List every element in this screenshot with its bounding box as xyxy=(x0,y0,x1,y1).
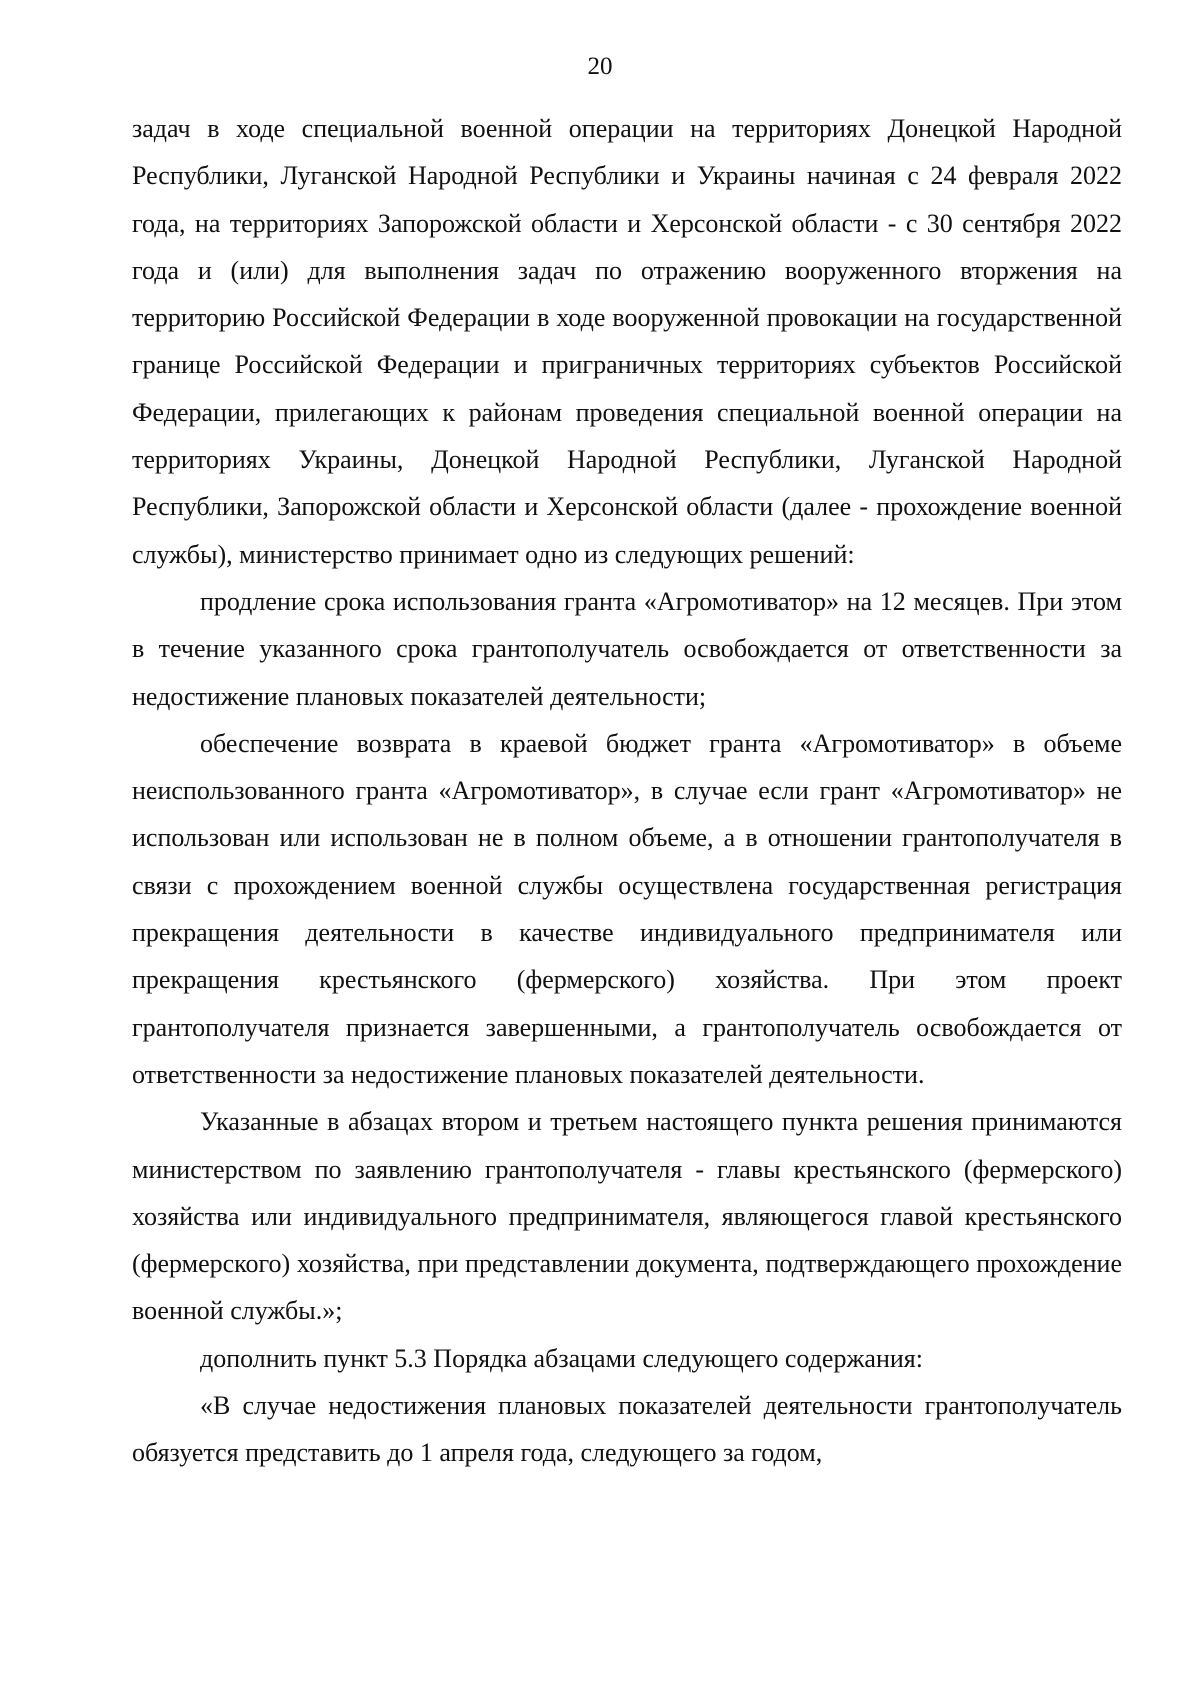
paragraph-continuation: задач в ходе специальной военной операции на территориях Донецкой Народной Республики, Луганской Народной Республики и Украины начиная с 24 февраля 2022 года, на территориях Запорожской области и Херсонской области - с 30 сентября 2022 года и (или) для выполнения задач по отражению вооруженного вторжения на территорию Российской Федерации в ходе вооруженной провокации на государственной границе Российской Федерации и приграничных территориях субъектов Российской Федерации, прилегающих к районам проведения специальной военной операции на территориях Украины, Донецкой Народной Республики, Луганской Народной Республики, Запорожской области и Херсонской области (далее - прохождение военной службы), министерство принимает одно из следующих решений: xyxy=(132,114,1122,569)
page-number: 20 xyxy=(587,53,613,80)
paragraph-option-extension: продление срока использования гранта «Агромотиватор» на 12 месяцев. При этом в течение указанного срока грантополучатель освобождается от ответственности за недостижение плановых показателей деятельности; xyxy=(132,586,1122,711)
paragraph-amendment-intro: дополнить пункт 5.3 Порядка абзацами следующего содержания: xyxy=(200,1343,923,1373)
document-body xyxy=(132,105,1122,1477)
paragraph-amendment-text: «В случае недостижения плановых показателей деятельности грантополучатель обязуется представить до 1 апреля года, следующего за годом, xyxy=(132,1391,1122,1468)
paragraph-decision-basis: Указанные в абзацах втором и третьем настоящего пункта решения принимаются министерством по заявлению грантополучателя - главы крестьянского (фермерского) хозяйства или индивидуального предпринимателя, являющегося главой крестьянского (фермерского) хозяйства, при представлении документа, подтверждающего прохождение военной службы.»; xyxy=(132,1107,1122,1326)
paragraph-option-return: обеспечение возврата в краевой бюджет гранта «Агромотиватор» в объеме неиспользованного гранта «Агромотиватор», в случае если грант «Агромотиватор» не использован или использован не в полном объеме, а в отношении грантополучателя в связи с прохождением военной службы осуществлена государственная регистрация прекращения деятельности в качестве индивидуального предпринимателя или прекращения крестьянского (фермерского) хозяйства. При этом проект грантополучателя признается завершенными, а грантополучатель освобождается от ответственности за недостижение плановых показателей деятельности. xyxy=(132,728,1122,1089)
